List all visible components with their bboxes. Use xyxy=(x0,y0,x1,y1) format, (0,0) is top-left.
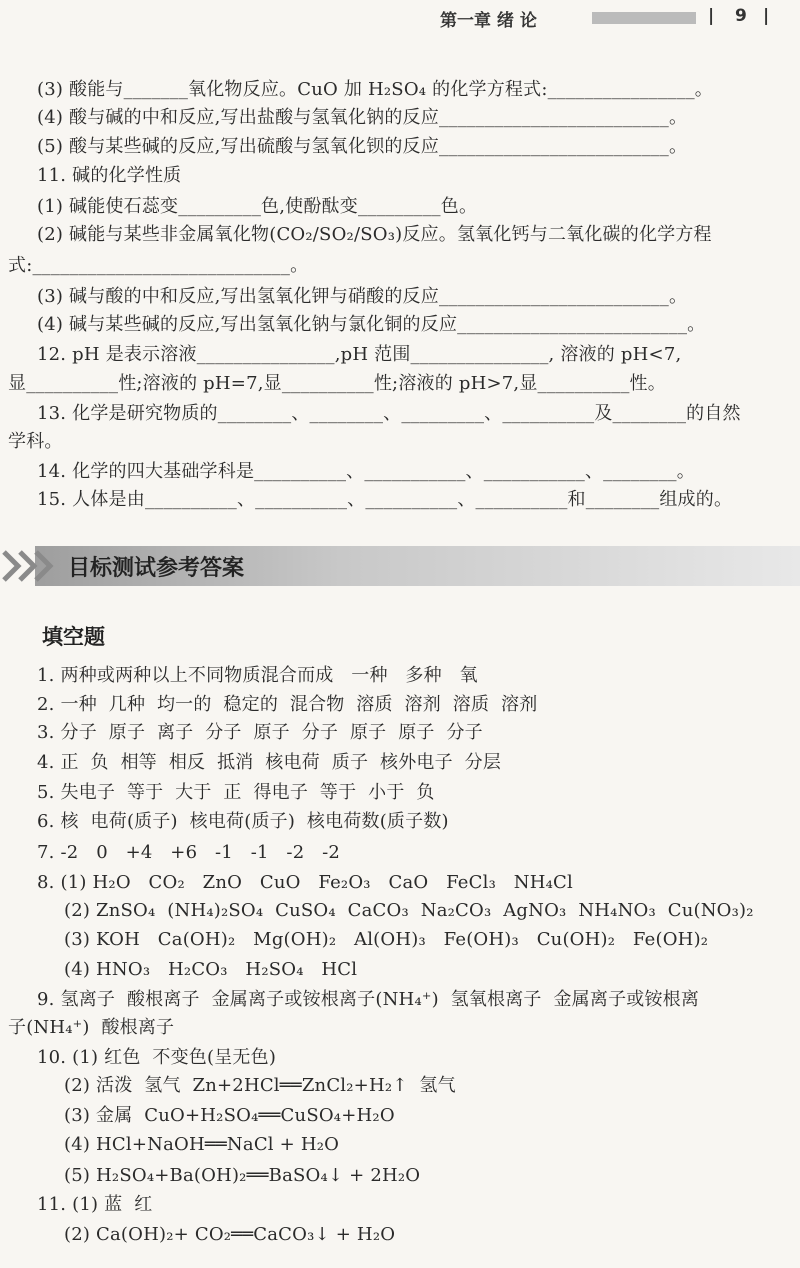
question-line: 式:____________________________。 xyxy=(8,255,309,276)
header-divider: | xyxy=(763,6,770,26)
question-line: (1) 碱能使石蕊变_________色,使酚酞变_________色。 xyxy=(37,196,478,217)
answer-line: 5. 失电子 等于 大于 正 得电子 等于 小于 负 xyxy=(37,782,435,803)
question-line: 显__________性;溶液的 pH=7,显__________性;溶液的 pH>7,显__________性。 xyxy=(8,373,666,394)
question-line: (4) 碱与某些碱的反应,写出氢氧化钠与氯化铜的反应_________________________。 xyxy=(37,314,706,335)
question-line: (3) 酸能与_______氧化物反应。CuO 加 H₂SO₄ 的化学方程式:________________。 xyxy=(37,79,713,100)
answer-line: (5) H₂SO₄+Ba(OH)₂══BaSO₄↓ + 2H₂O xyxy=(64,1165,421,1186)
page-number: 9 xyxy=(735,6,747,26)
question-line: 12. pH 是表示溶液_______________,pH 范围_______________, 溶液的 pH<7, xyxy=(37,344,682,365)
answer-line: (4) HCl+NaOH══NaCl + H₂O xyxy=(64,1134,340,1155)
chapter-header: 第一章 绪 论 xyxy=(440,11,537,31)
answer-line: (2) 活泼 氢气 Zn+2HCl══ZnCl₂+H₂↑ 氢气 xyxy=(64,1075,456,1096)
question-line: 11. 碱的化学性质 xyxy=(37,165,182,186)
answer-line: 6. 核 电荷(质子) 核电荷(质子) 核电荷数(质子数) xyxy=(37,811,449,832)
header-decor-bar xyxy=(592,12,696,24)
question-line: 14. 化学的四大基础学科是__________、___________、___________、________。 xyxy=(37,461,695,482)
section-title: 填空题 xyxy=(42,625,105,649)
answer-line: 8. (1) H₂O CO₂ ZnO CuO Fe₂O₃ CaO FeCl₃ NH₄Cl xyxy=(37,872,573,893)
question-line: (4) 酸与碱的中和反应,写出盐酸与氢氧化钠的反应_________________________。 xyxy=(37,107,688,128)
answer-line: 4. 正 负 相等 相反 抵消 核电荷 质子 核外电子 分层 xyxy=(37,752,502,773)
question-line: (5) 酸与某些碱的反应,写出硫酸与氢氧化钡的反应_________________________。 xyxy=(37,136,688,157)
header-divider: | xyxy=(708,6,715,26)
question-line: 学科。 xyxy=(8,431,63,452)
answer-line: 7. -2 0 +4 +6 -1 -1 -2 -2 xyxy=(37,842,341,863)
answer-line: (3) KOH Ca(OH)₂ Mg(OH)₂ Al(OH)₃ Fe(OH)₃ Cu(OH)₂ Fe(OH)₂ xyxy=(64,929,709,950)
answer-line: (3) 金属 CuO+H₂SO₄══CuSO₄+H₂O xyxy=(64,1105,395,1126)
answer-line: 1. 两种或两种以上不同物质混合而成 一种 多种 氧 xyxy=(37,665,478,686)
answer-line: (2) Ca(OH)₂+ CO₂══CaCO₃↓ + H₂O xyxy=(64,1224,396,1245)
answer-line: 2. 一种 几种 均一的 稳定的 混合物 溶质 溶剂 溶质 溶剂 xyxy=(37,694,538,715)
question-line: 15. 人体是由__________、__________、__________、__________和________组成的。 xyxy=(37,489,733,510)
question-line: (3) 碱与酸的中和反应,写出氢氧化钾与硝酸的反应_________________________。 xyxy=(37,286,688,307)
answer-line: 9. 氢离子 酸根离子 金属离子或铵根离子(NH₄⁺) 氢氧根离子 金属离子或铵根离 xyxy=(37,989,700,1010)
answer-line: 10. (1) 红色 不变色(呈无色) xyxy=(37,1047,277,1068)
question-line: (2) 碱能与某些非金属氧化物(CO₂/SO₂/SO₃)反应。氢氧化钙与二氧化碳的化学方程 xyxy=(37,224,712,245)
chevron-icon xyxy=(0,546,60,586)
answer-line: (4) HNO₃ H₂CO₃ H₂SO₄ HCl xyxy=(64,959,358,980)
answer-line: 子(NH₄⁺) 酸根离子 xyxy=(8,1017,175,1038)
banner-title: 目标测试参考答案 xyxy=(68,556,245,581)
answer-line: 11. (1) 蓝 红 xyxy=(37,1194,153,1215)
answer-line: 3. 分子 原子 离子 分子 原子 分子 原子 原子 分子 xyxy=(37,722,483,743)
answer-line: (2) ZnSO₄ (NH₄)₂SO₄ CuSO₄ CaCO₃ Na₂CO₃ AgNO₃ NH₄NO₃ Cu(NO₃)₂ xyxy=(64,900,754,921)
question-line: 13. 化学是研究物质的________、________、_________、__________及________的自然 xyxy=(37,403,741,424)
